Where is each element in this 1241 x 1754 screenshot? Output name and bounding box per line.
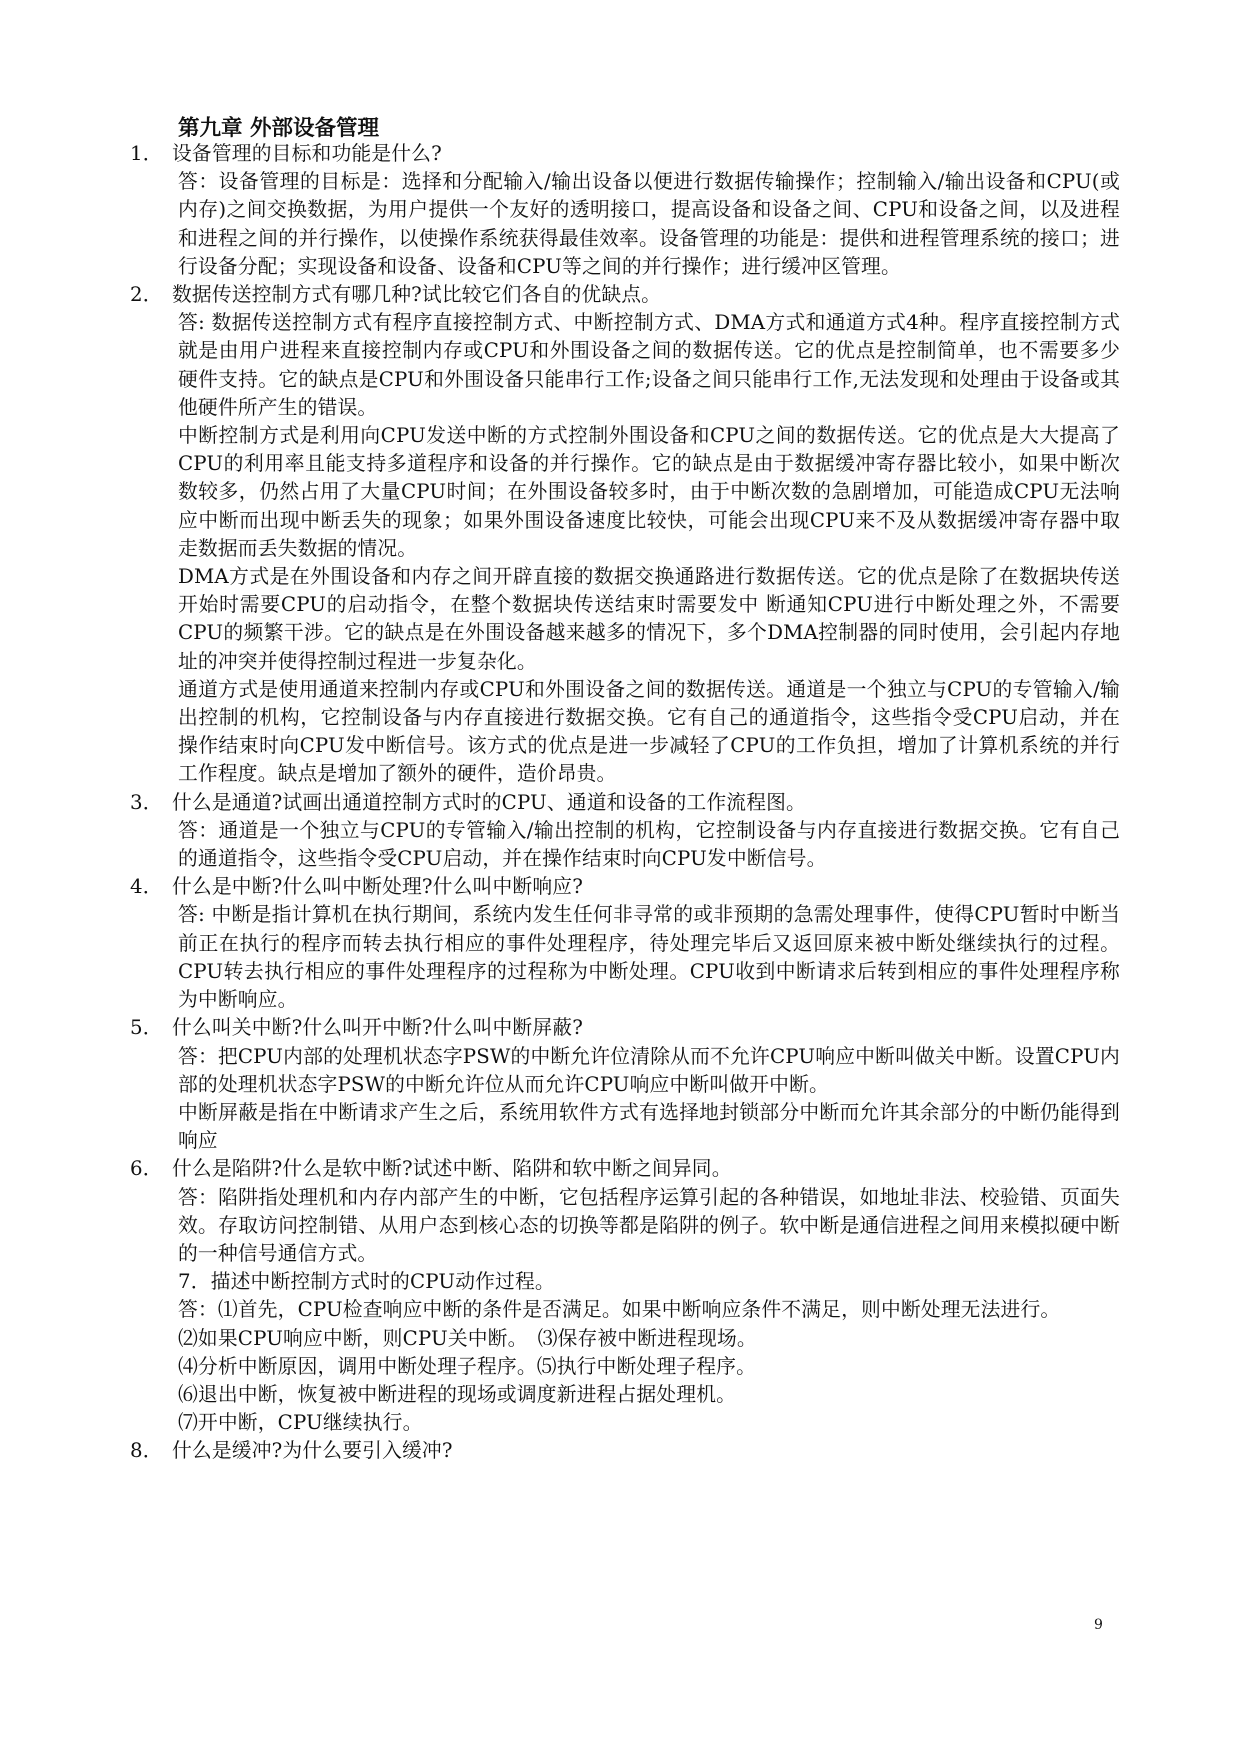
question-number: 4． bbox=[130, 875, 163, 899]
page-number: 9 bbox=[1094, 1617, 1103, 1633]
question-number: 3． bbox=[130, 790, 163, 814]
answer-paragraph: 中断控制方式是利用向CPU发送中断的方式控制外围设备和CPU之间的数据传送。它的优点是大大提高了CPU的利用率且能支持多道程序和设备的并行操作。它的缺点是由于数据缓冲寄存器比较小，如果中断次数较多，仍然占用了大量CPU时间；在外围设备较多时，由于中断次数的急剧增加，可能造成CPU无法响应中断而出现中断丢失的现象；如果外围设备速度比较快，可能会出现CPU来不及从数据缓冲寄存器中取走数据而丢失数据的情况。 bbox=[178, 424, 1120, 560]
question-1 bbox=[130, 140, 1120, 168]
question-6 bbox=[130, 1155, 1120, 1183]
answer-step: ⑺开中断，CPU继续执行。 bbox=[178, 1411, 423, 1435]
chapter-title: 第九章 外部设备管理 bbox=[178, 116, 379, 141]
question-text: 什么是缓冲?为什么要引入缓冲? bbox=[172, 1439, 453, 1463]
question-7-text: 7．描述中断控制方式时的CPU动作过程。 bbox=[178, 1270, 555, 1294]
answer-paragraph: 答：陷阱指处理机和内存内部产生的中断，它包括程序运算引起的各种错误，如地址非法、校验错、页面失效。存取访问控制错、从用户态到核心态的切换等都是陷阱的例子。软中断是通信进程之间用来模拟硬中断的一种信号通信方式。 bbox=[178, 1185, 1120, 1265]
question-text: 什么是中断?什么叫中断处理?什么叫中断响应? bbox=[172, 875, 583, 899]
answer-paragraph: 答：设备管理的目标是：选择和分配输入/输出设备以便进行数据传输操作；控制输入/输出设备和CPU(或内存)之间交换数据，为用户提供一个友好的透明接口，提高设备和设备之间、CPU和设备之间，以及进程和进程之间的并行操作，以使操作系统获得最佳效率。设备管理的功能是：提供和进程管理系统的接口；进行设备分配；实现设备和设备、设备和CPU等之间的并行操作；进行缓冲区管理。 bbox=[178, 170, 1120, 278]
question-3 bbox=[130, 789, 1120, 817]
question-8 bbox=[130, 1437, 1120, 1465]
answer-paragraph: 答：通道是一个独立与CPU的专管输入/输出控制的机构，它控制设备与内存直接进行数据交换。它有自己的通道指令，这些指令受CPU启动，并在操作结束时向CPU发中断信号。 bbox=[178, 818, 1120, 871]
question-number: 1． bbox=[130, 142, 163, 165]
answer-paragraph: 中断屏蔽是指在中断请求产生之后，系统用软件方式有选择地封锁部分中断而允许其余部分的中断仍能得到响应 bbox=[178, 1100, 1120, 1153]
answer-paragraph: DMA方式是在外围设备和内存之间开辟直接的数据交换通路进行数据传送。它的优点是除了在数据块传送开始时需要CPU的启动指令，在整个数据块传送结束时需要发中 断通知CPU进行中断处理之外，不需要CPU的频繁干涉。它的缺点是在外围设备越来越多的情况下，多个DMA控制器的同时使用，会引起内存地址的冲突并使得控制过程进一步复杂化。 bbox=[178, 565, 1120, 673]
answer-paragraph: 通道方式是使用通道来控制内存或CPU和外围设备之间的数据传送。通道是一个独立与CPU的专管输入/输出控制的机构，它控制设备与内存直接进行数据交换。它有自己的通道指令，这些指令受CPU启动，并在操作结束时向CPU发中断信号。该方式的优点是进一步减轻了CPU的工作负担，增加了计算机系统的并行工作程度。缺点是增加了额外的硬件，造价昂贵。 bbox=[178, 677, 1120, 786]
question-5 bbox=[130, 1014, 1120, 1042]
question-4 bbox=[130, 873, 1120, 901]
question-text: 什么是陷阱?什么是软中断?试述中断、陷阱和软中断之间异同。 bbox=[172, 1157, 732, 1181]
question-number: 5． bbox=[130, 1016, 163, 1040]
answer-step: ⑵如果CPU响应中断，则CPU关中断。 ⑶保存被中断进程现场。 bbox=[178, 1326, 757, 1350]
answer-paragraph: 答: 数据传送控制方式有程序直接控制方式、中断控制方式、DMA方式和通道方式4种。程序直接控制方式就是由用户进程来直接控制内存或CPU和外围设备之间的数据传送。它的优点是控制简单，也不需要多少硬件支持。它的缺点是CPU和外围设备只能串行工作;设备之间只能串行工作,无法发现和处理由于设备或其他硬件所产生的错误。 bbox=[178, 311, 1120, 419]
question-number: 2． bbox=[130, 283, 163, 307]
question-2 bbox=[130, 281, 1120, 309]
question-number: 6． bbox=[130, 1157, 163, 1181]
question-text: 什么叫关中断?什么叫开中断?什么叫中断屏蔽? bbox=[172, 1016, 583, 1040]
answer-paragraph: 答: 中断是指计算机在执行期间，系统内发生任何非寻常的或非预期的急需处理事件，使得CPU暂时中断当前正在执行的程序而转去执行相应的事件处理程序，待处理完毕后又返回原来被中断处继续执行的过程。CPU转去执行相应的事件处理程序的过程称为中断处理。CPU收到中断请求后转到相应的事件处理程序称为中断响应。 bbox=[178, 903, 1120, 1012]
answer-step: ⑷分析中断原因，调用中断处理子程序。⑸执行中断处理子程序。 bbox=[178, 1354, 757, 1378]
answer-paragraph: 答：⑴首先，CPU检查响应中断的条件是否满足。如果中断响应条件不满足，则中断处理无法进行。 bbox=[178, 1298, 1061, 1322]
question-text: 什么是通道?试画出通道控制方式时的CPU、通道和设备的工作流程图。 bbox=[172, 790, 806, 814]
question-text: 设备管理的目标和功能是什么? bbox=[172, 142, 442, 165]
question-number: 8． bbox=[130, 1439, 163, 1463]
qa-list bbox=[130, 140, 1120, 1466]
answer-step: ⑹退出中断，恢复被中断进程的现场或调度新进程占据处理机。 bbox=[178, 1382, 737, 1406]
answer-paragraph: 答：把CPU内部的处理机状态字PSW的中断允许位清除从而不允许CPU响应中断叫做关中断。设置CPU内部的处理机状态字PSW的中断允许位从而允许CPU响应中断叫做开中断。 bbox=[178, 1044, 1120, 1096]
question-text: 数据传送控制方式有哪几种?试比较它们各自的优缺点。 bbox=[172, 283, 662, 307]
